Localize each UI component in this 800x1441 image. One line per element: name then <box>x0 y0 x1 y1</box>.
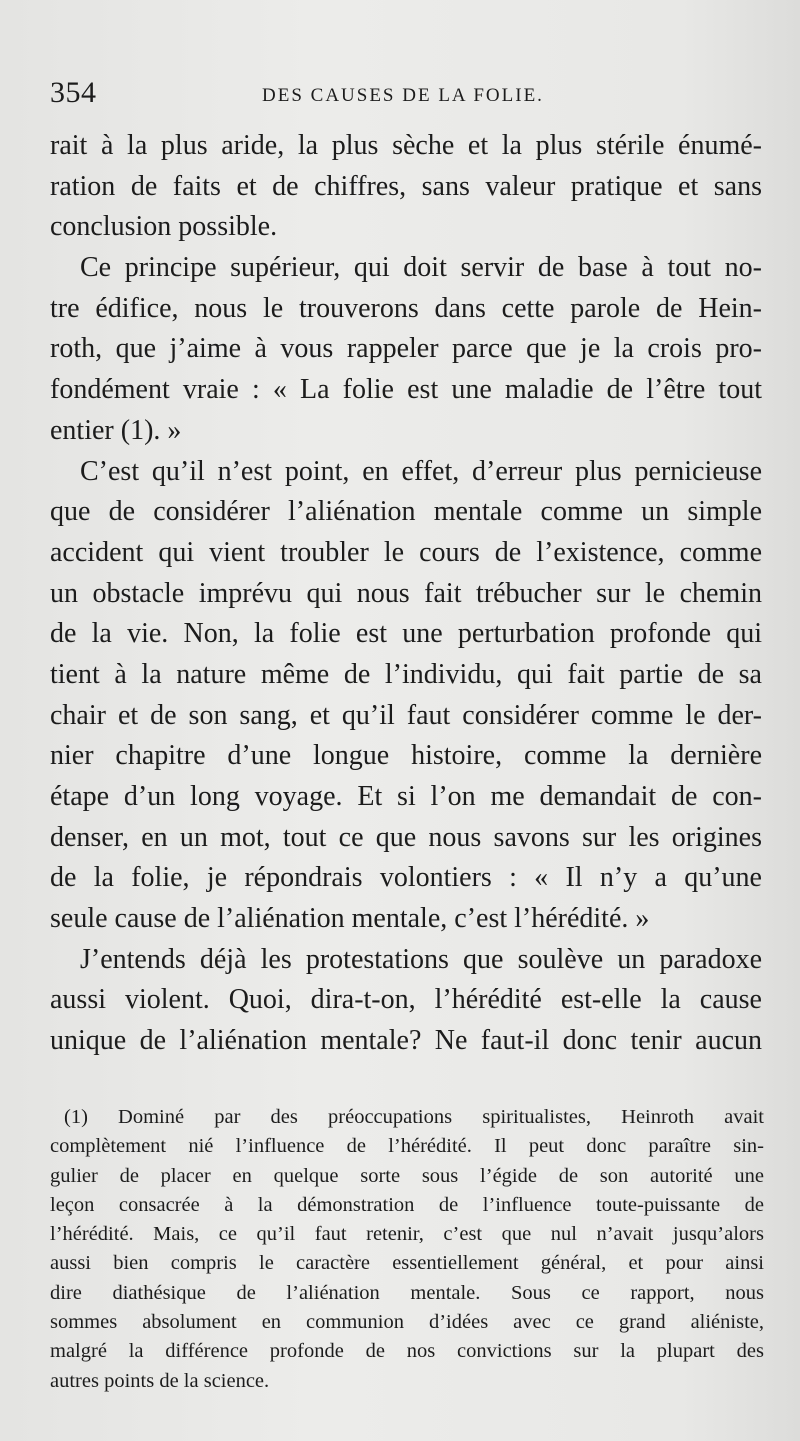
footnote-line: gulier de placer en quelque sorte sous l’égide de son autorité une <box>50 1164 764 1187</box>
text-line: seule cause de l’aliénation mentale, c’est l’hérédité. » <box>50 903 650 935</box>
text-line: tre édifice, nous le trouverons dans cette parole de Hein- <box>50 292 762 324</box>
text-line: roth, que j’aime à vous rappeler parce que je la crois pro- <box>50 333 762 365</box>
footnote-line: aussi bien compris le caractère essentiellement général, et pour ainsi <box>50 1252 764 1275</box>
footnote <box>50 1103 764 1396</box>
text-line: rait à la plus aride, la plus sèche et la plus stérile énumé- <box>50 130 762 161</box>
page-header <box>50 76 765 116</box>
running-head: DES CAUSES DE LA FOLIE. <box>262 85 544 106</box>
text-line: que de considérer l’aliénation mentale comme un simple <box>50 496 762 528</box>
text-line: fondément vraie : « La folie est une maladie de l’être tout <box>50 374 762 406</box>
text-line: accident qui vient troubler le cours de l’existence, comme <box>50 536 762 568</box>
text-line: Ce principe supérieur, qui doit servir de base à tout no- <box>80 252 762 284</box>
footnote-line: autres points de la science. <box>50 1369 270 1392</box>
text-line: chair et de son sang, et qu’il faut considérer comme le der- <box>50 699 762 731</box>
text-line: unique de l’aliénation mentale? Ne faut-il donc tenir aucun <box>50 1025 762 1057</box>
footnote-line: sommes absolument en communion d’idées avec ce grand aliéniste, <box>50 1311 764 1334</box>
text-line: étape d’un long voyage. Et si l’on me demandait de con- <box>50 781 762 812</box>
text-line: tient à la nature même de l’individu, qui fait partie de sa <box>50 658 762 690</box>
page-number: 354 <box>50 76 97 109</box>
footnote-line: leçon consacrée à la démonstration de l’influence toute-puissante de <box>50 1193 764 1216</box>
footnote-line: dire diathésique de l’aliénation mentale. Sous ce rapport, nous <box>50 1281 764 1304</box>
text-line: conclusion possible. <box>50 211 278 243</box>
footnote-line: malgré la différence profonde de nos convictions sur la plupart des <box>50 1340 764 1363</box>
text-line: entier (1). » <box>50 414 182 446</box>
footnote-line: (1) Dominé par des préoccupations spiritualistes, Heinroth avait <box>64 1106 764 1128</box>
footnote-line: l’hérédité. Mais, ce qu’il faut retenir, c’est que nul n’avait jusqu’alors <box>50 1223 764 1246</box>
text-line: C’est qu’il n’est point, en effet, d’erreur plus pernicieuse <box>80 455 762 487</box>
text-line: denser, en un mot, tout ce que nous savons sur les origines <box>50 821 762 853</box>
text-line: aussi violent. Quoi, dira-t-on, l’hérédité est-elle la cause <box>50 984 762 1016</box>
text-line: J’entends déjà les protestations que soulève un paradoxe <box>80 943 762 975</box>
footnote-line: complètement nié l’influence de l’hérédité. Il peut donc paraître sin- <box>50 1135 764 1158</box>
text-line: nier chapitre d’une longue histoire, comme la dernière <box>50 740 762 772</box>
text-line: ration de faits et de chiffres, sans valeur pratique et sans <box>50 170 762 202</box>
text-line: un obstacle imprévu qui nous fait trébucher sur le chemin <box>50 577 762 609</box>
text-line: de la folie, je répondrais volontiers : « Il n’y a qu’une <box>50 862 762 894</box>
text-line: de la vie. Non, la folie est une perturbation profonde qui <box>50 618 762 650</box>
main-text <box>50 126 762 1062</box>
